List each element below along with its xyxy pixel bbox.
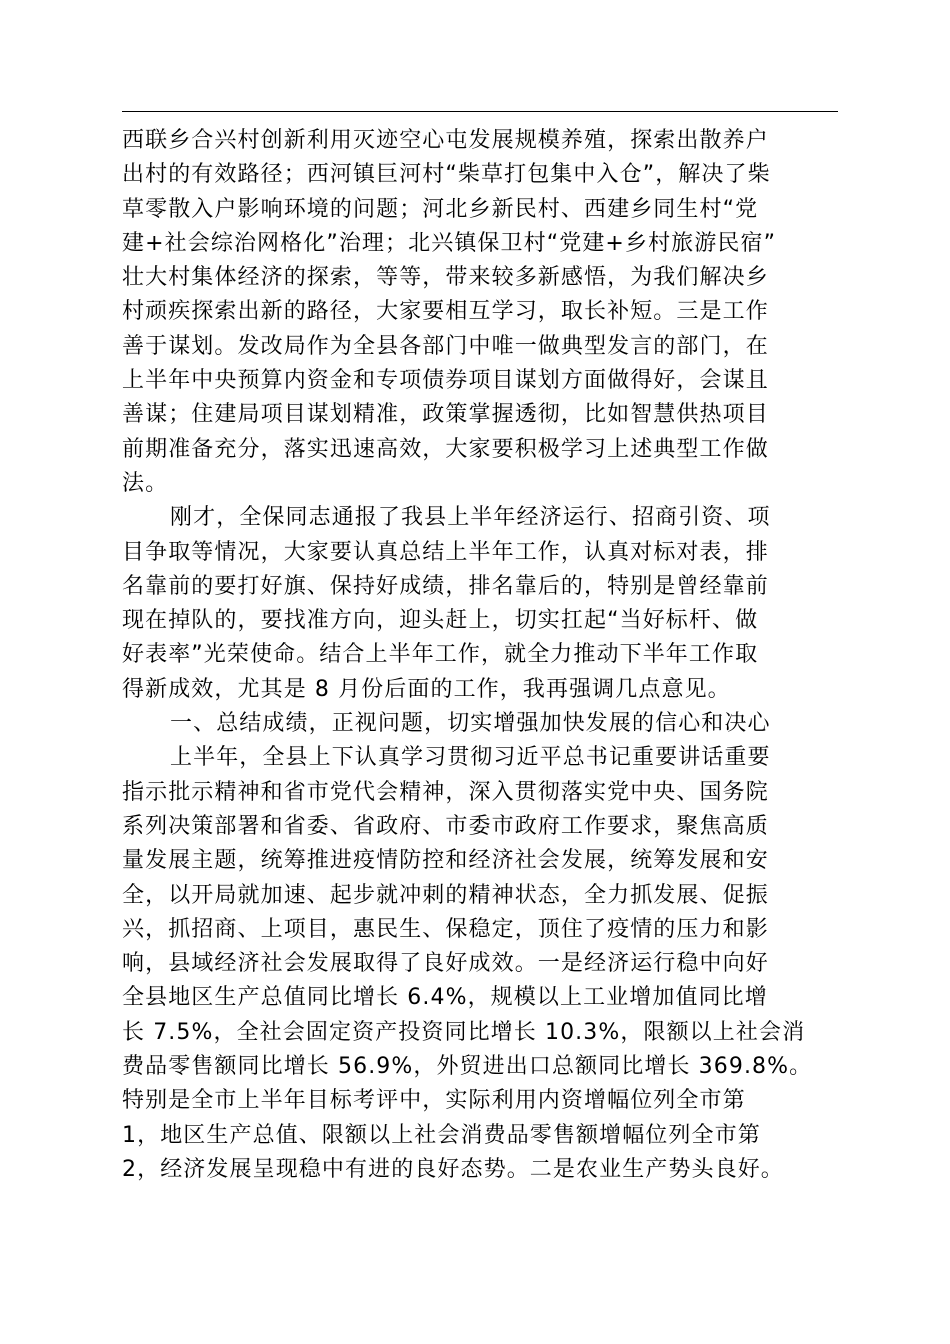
section-heading: 一、总结成绩，正视问题，切实增强加快发展的信心和决心 [170,711,771,737]
paragraph-first-half-summary [122,741,862,1187]
text-line: 费品零售额同比增长 56.9%，外贸进出口总额同比增长 369.8%。 [122,1054,813,1080]
text-line: 善谋；住建局项目谋划精准，政策掌握透彻，比如智慧供热项目 [122,402,769,428]
text-line: 上半年，全县上下认真学习贯彻习近平总书记重要讲话重要 [170,745,771,771]
text-line: 指示批示精神和省市党代会精神，深入贯彻落实党中央、国务院 [122,779,769,805]
text-line: 兴，抓招商、上项目，惠民生、保稳定，顶住了疫情的压力和影 [122,916,769,942]
text-line: 前期准备充分，落实迅速高效，大家要积极学习上述典型工作做 [122,436,769,462]
text-line: 西联乡合兴村创新利用灭迹空心屯发展规模养殖，探索出散养户 [122,128,769,153]
paragraph-continuation [122,124,862,501]
text-line: 草零散入户影响环境的问题；河北乡新民村、西建乡同生村“党 [122,196,759,222]
text-line: 系列决策部署和省委、省政府、市委市政府工作要求，聚焦高质 [122,813,769,839]
text-line: 全县地区生产总值同比增长 6.4%，规模以上工业增加值同比增 [122,985,768,1011]
text-line: 善于谋划。发改局作为全县各部门中唯一做典型发言的部门，在 [122,333,769,359]
text-line: 现在掉队的，要找准方向，迎头赶上，切实扛起“当好标杆、做 [122,608,759,634]
text-line: 出村的有效路径；西河镇巨河村“柴草打包集中入仓”，解决了柴 [122,162,771,188]
text-line: 全，以开局就加速、起步就冲刺的精神状态，全力抓发展、促振 [122,882,769,908]
text-line: 1，地区生产总值、限额以上社会消费品零售额增幅位列全市第 [122,1122,761,1148]
text-line: 响，县域经济社会发展取得了良好成效。一是经济运行稳中向好 [122,951,769,977]
text-line: 村顽疾探索出新的路径，大家要相互学习，取长补短。三是工作 [122,299,769,325]
header-rule [122,111,838,112]
text-line: 法。 [122,470,169,496]
text-line: 刚才，全保同志通报了我县上半年经济运行、招商引资、项 [170,505,771,531]
text-line: 名靠前的要打好旗、保持好成绩，排名靠后的，特别是曾经靠前 [122,573,769,599]
text-line: 量发展主题，统筹推进疫情防控和经济社会发展，统筹发展和安 [122,848,769,874]
document-body [122,124,862,1187]
text-line: 建+社会综治网格化”治理；北兴镇保卫村“党建+乡村旅游民宿” [122,230,777,256]
text-line: 好表率”光荣使命。结合上半年工作，就全力推动下半年工作取 [122,642,759,668]
text-line: 特别是全市上半年目标考评中，实际利用内资增幅位列全市第 [122,1088,746,1114]
text-line: 2，经济发展呈现稳中有进的良好态势。二是农业生产势头良好。 [122,1156,784,1182]
section-heading-one [122,707,862,741]
text-line: 上半年中央预算内资金和专项债券项目谋划方面做得好，会谋且 [122,368,769,394]
text-line: 目争取等情况，大家要认真总结上半年工作，认真对标对表，排 [122,539,769,565]
text-line: 长 7.5%，全社会固定资产投资同比增长 10.3%，限额以上社会消 [122,1019,806,1045]
text-line: 得新成效，尤其是 8 月份后面的工作，我再强调几点意见。 [122,676,731,702]
paragraph-review [122,501,862,707]
text-line: 壮大村集体经济的探索，等等，带来较多新感悟，为我们解决乡 [122,265,769,291]
